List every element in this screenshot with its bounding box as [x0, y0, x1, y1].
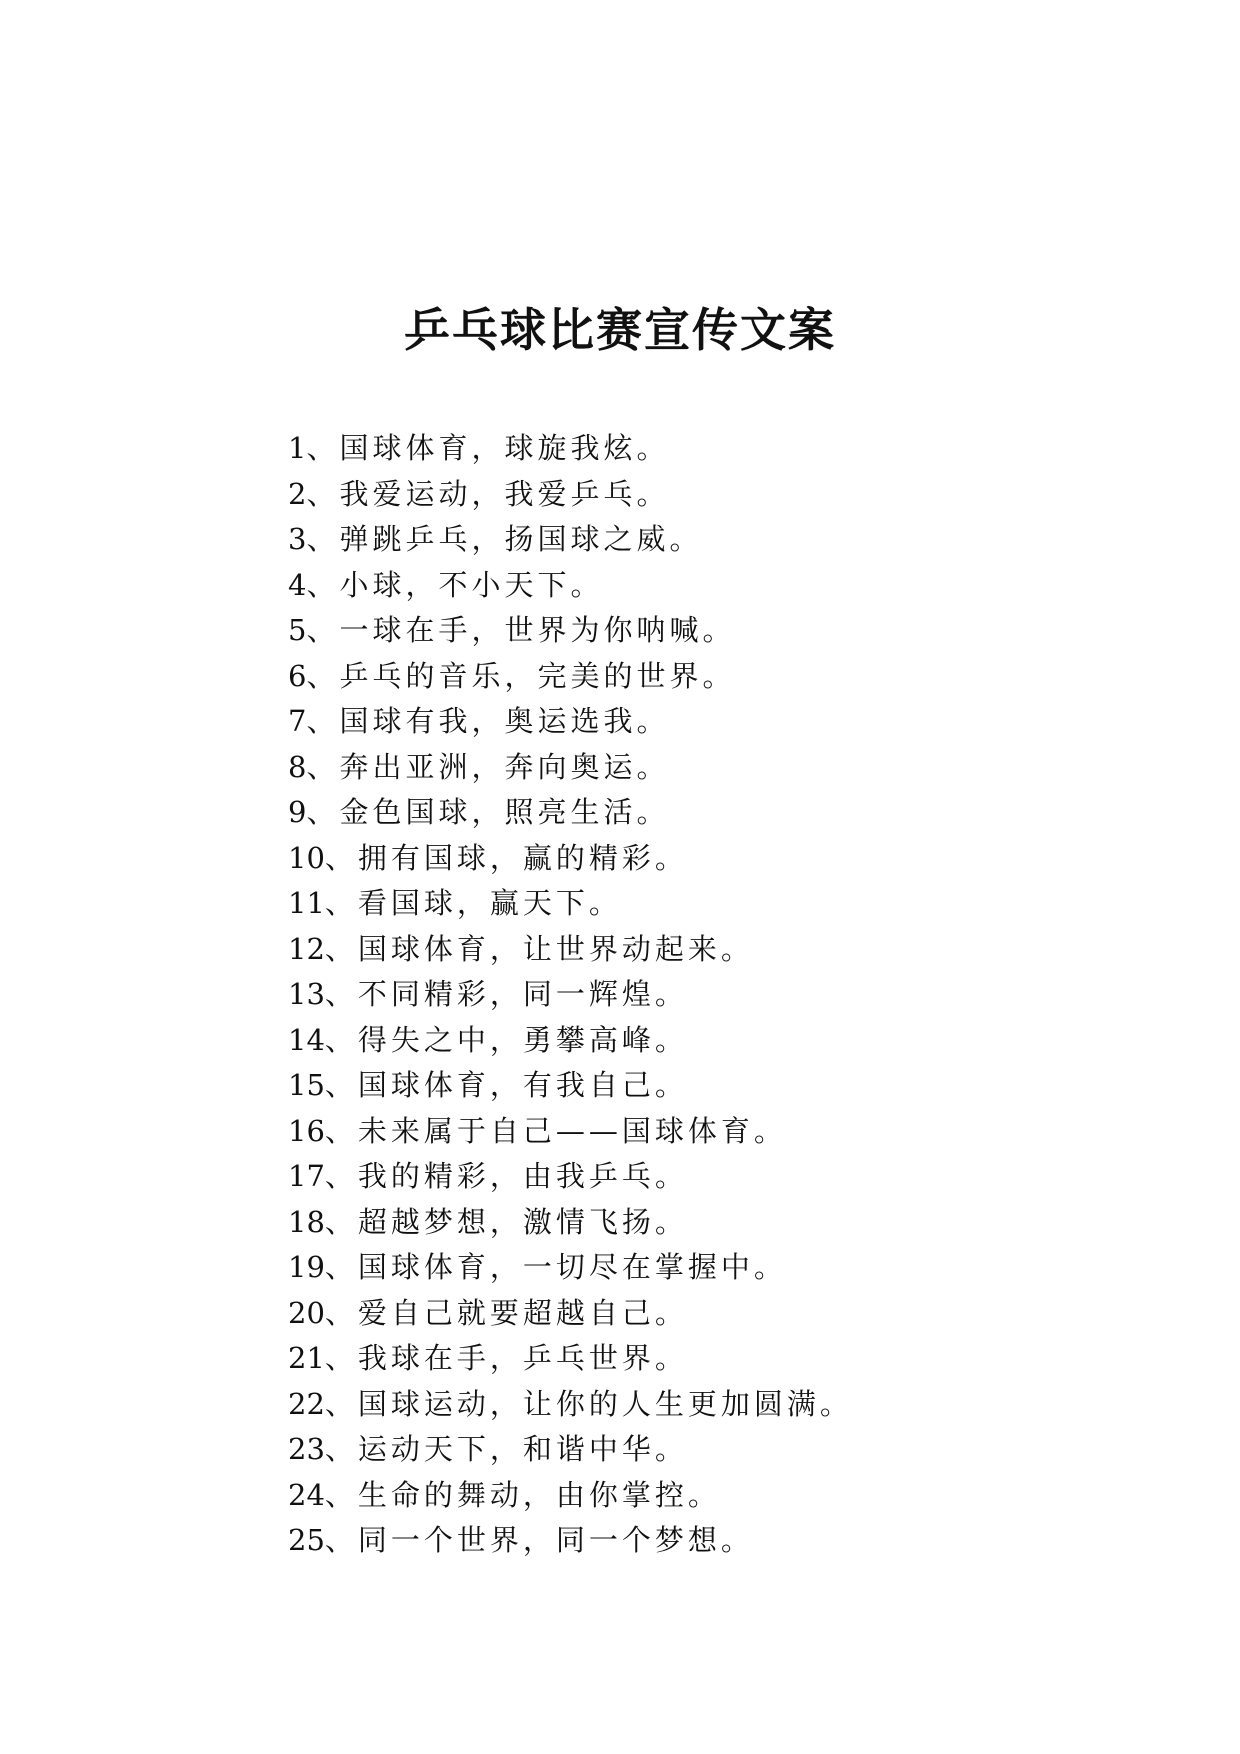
item-text: 、我的精彩，由我乒乓。	[324, 1159, 688, 1193]
item-number: 13	[288, 977, 325, 1011]
item-number: 10	[288, 840, 325, 875]
item-text: 、超越梦想，激情飞扬。	[324, 1204, 688, 1239]
item-text: 、生命的舞动，由你掌控。	[324, 1477, 721, 1512]
item-number: 25	[288, 1523, 325, 1557]
item-text: 、弹跳乒乓，扬国球之威。	[306, 522, 703, 556]
item-text: 、国球体育，有我自己。	[324, 1068, 688, 1102]
list-item	[288, 1427, 1108, 1473]
list-item	[288, 1473, 1108, 1519]
list-item	[288, 881, 1108, 927]
list-item	[288, 517, 1108, 563]
list-item	[288, 426, 1108, 472]
item-number: 18	[288, 1204, 325, 1239]
list-item	[288, 1245, 1108, 1291]
list-item	[288, 1154, 1108, 1200]
item-text: 、国球有我，奥运选我。	[306, 704, 670, 738]
item-number: 16	[288, 1113, 325, 1148]
item-text: 、奔出亚洲，奔向奥运。	[306, 749, 670, 784]
list-item	[288, 1518, 1108, 1564]
item-text: 、一球在手，世界为你呐喊。	[306, 613, 736, 647]
list-item	[288, 1382, 1108, 1428]
list-item	[288, 972, 1108, 1018]
item-text: 、拥有国球，赢的精彩。	[324, 840, 688, 875]
item-number: 6	[288, 658, 307, 693]
list-item	[288, 1063, 1108, 1109]
item-text: 、同一个世界，同一个梦想。	[324, 1523, 754, 1557]
item-number: 14	[288, 1022, 325, 1057]
list-item	[288, 608, 1108, 654]
item-text: 、未来属于自己——国球体育。	[324, 1113, 787, 1148]
item-text: 、乒乓的音乐，完美的世界。	[306, 658, 736, 693]
list-item	[288, 472, 1108, 518]
item-number: 8	[288, 749, 307, 784]
item-number: 5	[288, 613, 307, 647]
item-number: 4	[288, 567, 307, 602]
list-item	[288, 1336, 1108, 1382]
item-text: 、爱自己就要超越自己。	[324, 1295, 688, 1330]
item-text: 、运动天下，和谐中华。	[324, 1432, 688, 1466]
list-item	[288, 1018, 1108, 1064]
item-number: 22	[288, 1386, 325, 1421]
list-item	[288, 1200, 1108, 1246]
item-number: 9	[288, 795, 307, 829]
item-text: 、得失之中，勇攀高峰。	[324, 1022, 688, 1057]
list-item	[288, 790, 1108, 836]
item-number: 11	[288, 886, 325, 920]
item-number: 24	[288, 1477, 325, 1512]
list-item	[288, 836, 1108, 882]
item-text: 、国球体育，球旋我炫。	[306, 431, 670, 465]
list-item	[288, 699, 1108, 745]
list-item	[288, 654, 1108, 700]
item-text: 、国球体育，让世界动起来。	[324, 931, 754, 966]
list-item	[288, 1109, 1108, 1155]
item-text: 、金色国球，照亮生活。	[306, 795, 670, 829]
item-number: 7	[288, 704, 307, 738]
list-item	[288, 745, 1108, 791]
list-item	[288, 563, 1108, 609]
item-text: 、国球体育，一切尽在掌握中。	[324, 1250, 787, 1284]
document-title: 乒乓球比赛宣传文案	[404, 303, 836, 357]
item-number: 17	[288, 1159, 325, 1193]
item-text: 、小球，不小天下。	[306, 567, 604, 602]
item-number: 1	[288, 431, 307, 465]
item-text: 、看国球，赢天下。	[324, 886, 622, 920]
item-text: 、我球在手，乒乓世界。	[324, 1341, 688, 1375]
list-item	[288, 1291, 1108, 1337]
item-number: 21	[288, 1341, 325, 1375]
item-number: 23	[288, 1432, 325, 1466]
item-number: 2	[288, 476, 307, 511]
list-item	[288, 927, 1108, 973]
item-number: 12	[288, 931, 325, 966]
item-number: 3	[288, 522, 307, 556]
slogan-list	[288, 426, 1108, 1564]
item-number: 19	[288, 1250, 325, 1284]
item-number: 20	[288, 1295, 325, 1330]
item-text: 、我爱运动，我爱乒乓。	[306, 476, 670, 511]
item-text: 、不同精彩，同一辉煌。	[324, 977, 688, 1011]
item-text: 、国球运动，让你的人生更加圆满。	[324, 1386, 853, 1421]
item-number: 15	[288, 1068, 325, 1102]
